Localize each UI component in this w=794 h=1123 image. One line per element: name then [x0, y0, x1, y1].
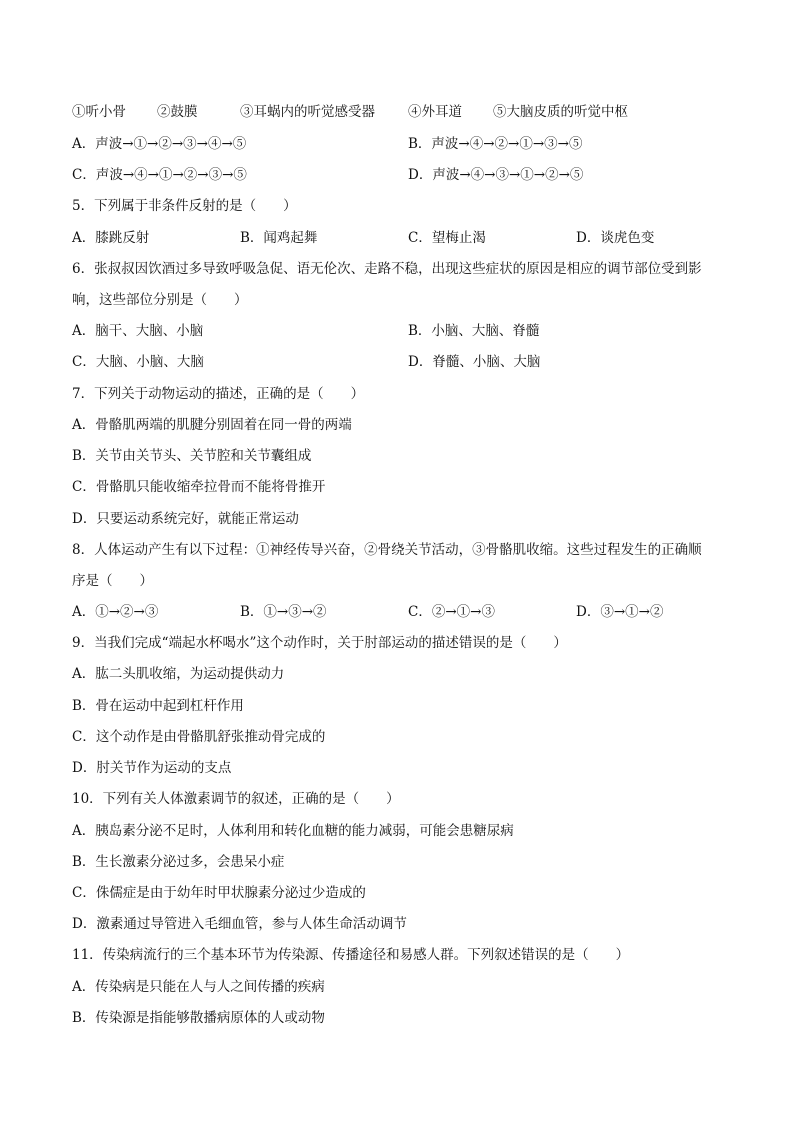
q10-option-b: B．生长激素分泌过多，会患呆小症	[72, 854, 285, 870]
q6-option-d: D．脊髓、小脑、大脑	[408, 354, 541, 370]
q5-option-d: D．谈虎色变	[576, 230, 655, 246]
q11-option-a: A．传染病是只能在人与人之间传播的疾病	[72, 979, 325, 995]
q5-option-a: A．膝跳反射	[72, 230, 150, 246]
q9-stem: 9．当我们完成“端起水杯喝水”这个动作时，关于肘部运动的描述错误的是（ ）	[72, 635, 567, 651]
q8-option-d: D．③→①→②	[576, 604, 664, 620]
q10-stem: 10．下列有关人体激素调节的叙述，正确的是（ ）	[72, 791, 400, 807]
q8-option-a: A．①→②→③	[72, 604, 159, 620]
q10-option-a: A．胰岛素分泌不足时，人体利用和转化血糖的能力减弱，可能会患糖尿病	[72, 823, 514, 839]
q7-option-a: A．骨骼肌两端的肌腱分别固着在同一骨的两端	[72, 417, 352, 433]
intro-item-2: ②鼓膜	[157, 104, 198, 120]
q9-option-a: A．肱二头肌收缩，为运动提供动力	[72, 666, 285, 682]
q9-option-c: C．这个动作是由骨骼肌舒张推动骨完成的	[72, 729, 326, 745]
q7-option-d: D．只要运动系统完好，就能正常运动	[72, 511, 299, 527]
q8-option-b: B．①→③→②	[240, 604, 327, 620]
q5-stem: 5．下列属于非条件反射的是（ ）	[72, 198, 297, 214]
intro-item-3: ③耳蜗内的听觉感受器	[240, 104, 375, 120]
intro-item-5: ⑤大脑皮质的听觉中枢	[493, 104, 628, 120]
q9-option-b: B．骨在运动中起到杠杆作用	[72, 698, 244, 714]
q6-option-a: A．脑干、大脑、小脑	[72, 323, 204, 339]
q7-option-b: B．关节由关节头、关节腔和关节囊组成	[72, 448, 312, 464]
q7-option-c: C．骨骼肌只能收缩牵拉骨而不能将骨推开	[72, 479, 326, 495]
intro-item-1: ①听小骨	[72, 104, 126, 120]
q9-option-d: D．肘关节作为运动的支点	[72, 760, 232, 776]
q11-stem: 11．传染病流行的三个基本环节为传染源、传播途径和易感人群。下列叙述错误的是（ ）	[72, 947, 630, 963]
q6-stem-line-1: 6．张叔叔因饮酒过多导致呼吸急促、语无伦次、走路不稳，出现这些症状的原因是相应的调节部位受到影	[72, 261, 702, 277]
q4-option-a: A．声波→①→②→③→④→⑤	[72, 136, 247, 152]
q5-option-b: B．闻鸡起舞	[240, 230, 318, 246]
q8-stem-line-1: 8．人体运动产生有以下过程：①神经传导兴奋，②骨绕关节活动，③骨骼肌收缩。这些过程发生的正确顺	[72, 542, 702, 558]
intro-item-4: ④外耳道	[408, 104, 462, 120]
q8-stem-line-2: 序是（ ）	[72, 573, 153, 589]
q5-option-c: C．望梅止渴	[408, 230, 486, 246]
q6-option-c: C．大脑、小脑、大脑	[72, 354, 204, 370]
q4-option-d: D．声波→④→③→①→②→⑤	[408, 167, 584, 183]
q4-option-c: C．声波→④→①→②→③→⑤	[72, 167, 247, 183]
q4-option-b: B．声波→④→②→①→③→⑤	[408, 136, 583, 152]
q10-option-c: C．侏儒症是由于幼年时甲状腺素分泌过少造成的	[72, 885, 366, 901]
q7-stem: 7．下列关于动物运动的描述，正确的是（ ）	[72, 386, 365, 402]
q11-option-b: B．传染源是指能够散播病原体的人或动物	[72, 1010, 325, 1026]
q10-option-d: D．激素通过导管进入毛细血管，参与人体生命活动调节	[72, 916, 407, 932]
q6-option-b: B．小脑、大脑、脊髓	[408, 323, 540, 339]
q8-option-c: C．②→①→③	[408, 604, 495, 620]
q6-stem-line-2: 响，这些部位分别是（ ）	[72, 292, 248, 308]
